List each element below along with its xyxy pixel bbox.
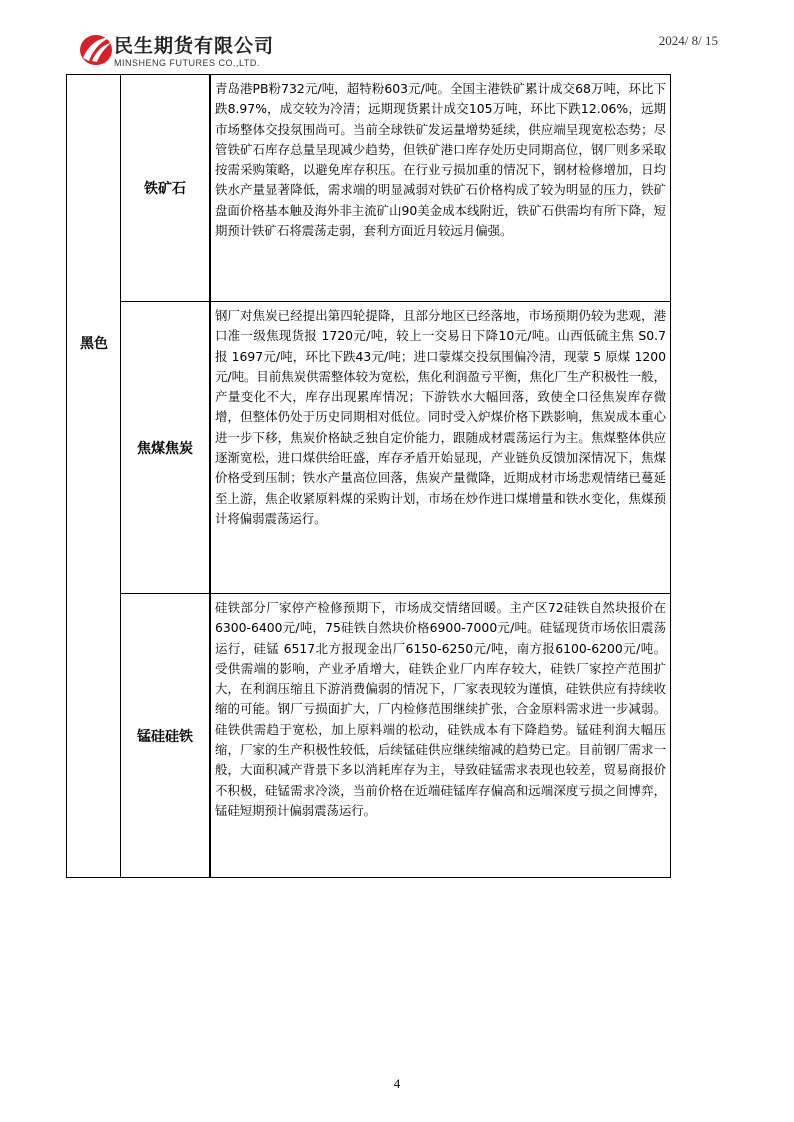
commodity-name: 锰硅硅铁 (137, 729, 193, 745)
company-name-cn: 民生期货有限公司 (114, 35, 275, 57)
category-cell (67, 75, 121, 877)
category-label: 黑色 (80, 336, 108, 352)
company-logo (78, 28, 298, 74)
table-row-silicomanganese-ferrosilicon (121, 593, 670, 878)
commodity-name: 铁矿石 (144, 181, 186, 197)
minsheng-logo-icon (78, 28, 114, 68)
commodity-analysis-text: 青岛港PB粉732元/吨，超特粉603元/吨。全国主港铁矿累计成交68万吨，环比下跌8.97%，成交较为冷清；远期现货累计成交105万吨，环比下跌12.06%，远期市场整体交投氛围尚可。当前全球铁矿发运量增势延续，供应端呈现宽松态势；尽管铁矿石库存总量呈现减少趋势，但铁矿港口库存处历史同期高位，钢厂则多采取按需采购策略，以避免库存积压。在行业亏损加重的情况下，钢材检修增加，日均铁水产量显著降低，需求端的明显减弱对铁矿石价格构成了较为明显的压力，铁矿盘面价格基本触及海外非主流矿山90美金成本线附近，铁矿石供需均有所下降，短期预计铁矿石将震荡走弱，套利方面近月较远月偏强。 (215, 81, 666, 239)
commodity-name: 焦煤焦炭 (137, 441, 193, 457)
commodity-name-cell (121, 75, 211, 301)
commodity-name-cell (121, 302, 211, 594)
page-number: 4 (393, 1076, 401, 1091)
report-date: 2024/ 8/ 15 (658, 33, 718, 48)
commodity-name-cell (121, 594, 211, 878)
commodity-analysis-text: 钢厂对焦炭已经提出第四轮提降，且部分地区已经落地，市场预期仍较为悲观，港口准一级焦现货报 1720元/吨，较上一交易日下降10元/吨。山西低硫主焦 S0.7 报 1697元/吨，环比下跌43元/吨；进口蒙煤交投氛围偏冷清，现蒙 5 原煤 1200元/吨。目前焦炭供需整体较为宽松，焦化利润盈亏平衡，焦化厂生产积极性一般，产量变化不大，库存出现累库情况；下游铁水大幅回落，致使全口径焦炭库存微增，但整体仍处于历史同期相对低位。同时受入炉煤价格下跌影响，焦炭成本重心进一步下移，焦炭价格缺乏独自定价能力，跟随成材震荡运行为主。焦煤整体供应逐渐宽松，进口煤供给旺盛，库存矛盾开始显现，产业链负反馈加深情况下，焦煤价格受到压制；铁水产量高位回落，焦炭产量微降，近期成材市场悲观情绪已蔓延至上游，焦企收紧原料煤的采购计划，市场在炒作进口煤增量和铁水变化，焦煤预计将偏弱震荡运行。 (215, 308, 666, 526)
table-row-iron-ore (121, 75, 670, 301)
company-name-en: MINSHENG FUTURES CO.,LTD. (114, 58, 260, 68)
commodity-table (66, 74, 671, 878)
commodity-analysis-text: 硅铁部分厂家停产检修预期下，市场成交情绪回暖。主产区72硅铁自然块报价在6300-6400元/吨，75硅铁自然块价格6900-7000元/吨。硅锰现货市场依旧震荡运行，硅锰 6517北方报现金出厂6150-6250元/吨，南方报6100-6200元/吨。受供需端的影响，产业矛盾增大，硅铁企业厂内库存较大，硅铁厂家控产范围扩大，在利润压缩且下游消费偏弱的情况下，厂家表现较为谨慎，硅铁供应有持续收缩的可能。钢厂亏损面扩大，厂内检修范围继续扩张，合金原料需求进一步减弱。硅铁供需趋于宽松，加上原料端的松动，硅铁成本有下降趋势。锰硅利润大幅压缩，厂家的生产积极性较低，后续锰硅供应继续缩减的趋势已定。目前钢厂需求一般，大面积减产背景下多以消耗库存为主，导致硅锰需求表现也较差，贸易商报价不积极，硅锰需求冷淡，当前价格在近端硅锰库存偏高和远端深度亏损之间博弈，锰硅短期预计偏弱震荡运行。 (215, 600, 666, 818)
table-row-coking-coal-coke (121, 301, 670, 594)
